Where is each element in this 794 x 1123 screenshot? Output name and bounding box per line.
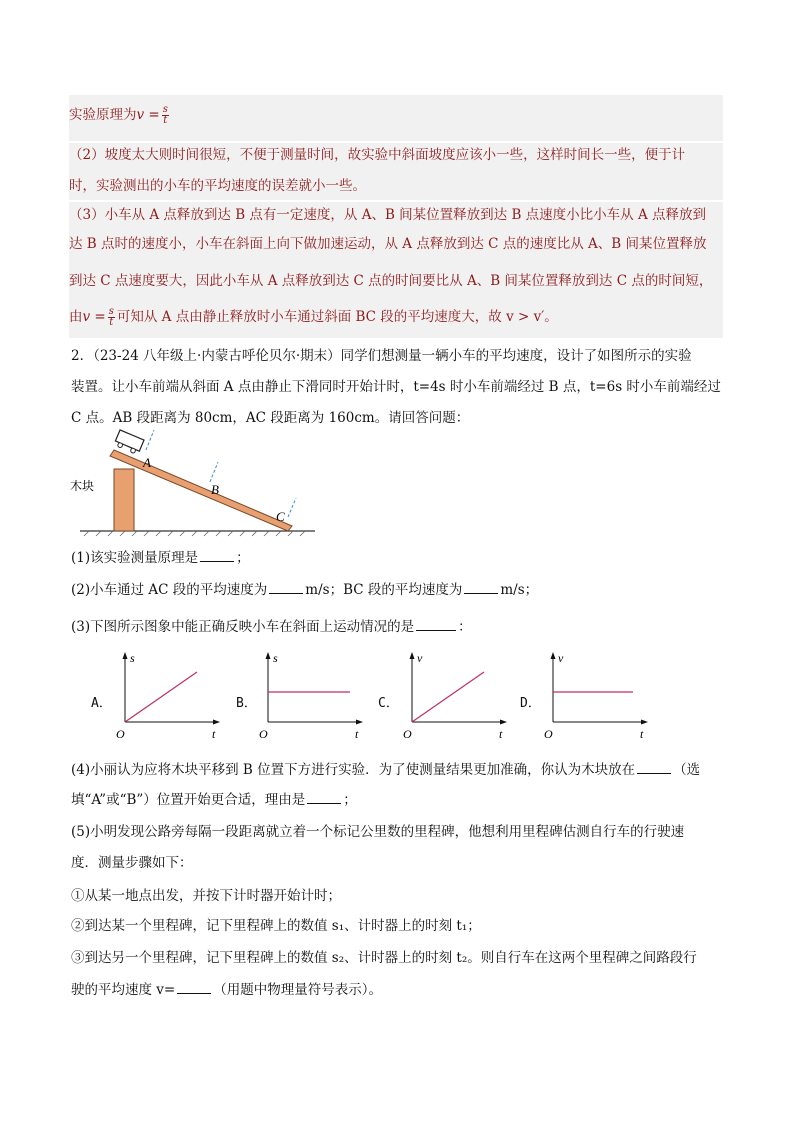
question-1-end: ；: [236, 550, 250, 566]
fraction-denominator: t: [109, 317, 114, 328]
answer-blank[interactable]: [307, 803, 341, 804]
answer-line-3: 时，实验测出的小车的平均速度的误差就小一些。: [69, 178, 366, 194]
step-1: ①从某一地点出发，并按下计时器开始计时；: [71, 888, 341, 904]
question-2: [71, 582, 538, 598]
question-4-line-1: [71, 762, 700, 778]
question-2-text-mid: m/s；BC 段的平均速度为: [305, 582, 463, 598]
x-axis-label: t: [499, 727, 503, 741]
formula-lhs: v =: [82, 309, 106, 325]
question-3-text: (3)下图所示图象中能正确反映小车在斜面上运动情况的是: [71, 619, 415, 635]
x-axis-label: t: [640, 727, 644, 741]
question-intro-1: 2．（23-24 八年级上·内蒙古呼伦贝尔·期末）同学们想测量一辆小车的平均速度，设计了如图所示的实验: [71, 348, 692, 364]
label-a: A: [143, 455, 151, 470]
answer-line7-prefix: 由: [69, 309, 83, 325]
option-c-label[interactable]: C．: [378, 696, 399, 711]
question-4-line-2: [71, 792, 357, 808]
option-d-label[interactable]: D．: [520, 696, 541, 711]
marker-b: [210, 462, 218, 482]
origin-label: O: [116, 727, 125, 741]
wooden-block: [114, 469, 134, 531]
question-5-line-2: 度．测量步骤如下：: [71, 855, 193, 871]
block-label: 木块: [70, 479, 95, 493]
answer-line-6: 到达 C 点速度要大，因此小车从 A 点释放到达 C 点的时间要比从 A、B 间某位置释放到达 C 点的时间短，: [69, 273, 713, 289]
question-1: [71, 550, 250, 566]
y-axis-label: s: [273, 651, 278, 665]
y-axis-label: v: [417, 651, 423, 665]
formula-fraction: [108, 307, 115, 328]
answer-blank[interactable]: [200, 561, 234, 562]
marker-c: [288, 498, 296, 517]
origin-label: O: [259, 727, 268, 741]
graph-option-c[interactable]: [399, 650, 509, 742]
answer-blank[interactable]: [637, 773, 671, 774]
answer-blank[interactable]: [464, 593, 498, 594]
question-4-text-mid: （选: [673, 762, 701, 778]
incline-experiment-figure: [70, 432, 320, 537]
answer-separator: [69, 200, 723, 202]
question-1-text: (1)该实验测量原理是: [71, 550, 199, 566]
origin-label: O: [403, 727, 412, 741]
question-5-line-1: (5)小明发现公路旁每隔一段距离就立着一个标记公里数的里程碑，他想利用里程碑估测自行车的行驶速: [71, 824, 685, 840]
answer-blank[interactable]: [416, 630, 456, 631]
graph-option-b[interactable]: [255, 650, 365, 742]
marker-a: [146, 430, 154, 450]
formula-fraction: [162, 105, 169, 126]
question-3: [71, 619, 472, 635]
answer-line-2: （2）坡度太大则时间很短，不便于测量时间，故实验中斜面坡度应该小一些，这样时间长一些，便于计: [69, 147, 686, 163]
question-4-text: (4)小丽认为应将木块平移到 B 位置下方进行实验．为了使测量结果更加准确，你认为木块放在: [71, 762, 636, 778]
label-c: C: [276, 509, 285, 524]
formula-lhs: v =: [136, 107, 160, 123]
answer-line-4: （3）小车从 A 点释放到达 B 点有一定速度，从 A、B 间某位置释放到达 B 点速度小比小车从 A 点释放到: [69, 207, 707, 223]
x-axis-label: t: [212, 727, 216, 741]
graph-option-a[interactable]: [112, 650, 222, 742]
answer-line7-suffix: 可知从 A 点由静止释放时小车通过斜面 BC 段的平均速度大，故 v > v′。: [116, 309, 558, 325]
answer-analysis-box: [69, 95, 723, 338]
question-4-text-2: 填“A”或“B”）位置开始更合适，理由是: [71, 792, 306, 808]
graph-a-line: [125, 672, 197, 722]
step-4: [71, 982, 382, 998]
question-3-end: ：: [458, 619, 472, 635]
answer-principle-text: 实验原理为: [69, 107, 137, 123]
question-4-end: ；: [343, 792, 357, 808]
origin-label: O: [544, 727, 553, 741]
fraction-denominator: t: [163, 115, 168, 126]
label-b: B: [211, 482, 219, 497]
question-2-text: (2)小车通过 AC 段的平均速度为: [71, 582, 268, 598]
question-intro-2: 装置。让小车前端从斜面 A 点由静止下滑同时开始计时，t=4s 时小车前端经过 B 点，t=6s 时小车前端经过: [71, 379, 721, 395]
fraction-numerator: s: [108, 306, 114, 317]
question-2-end: m/s；: [500, 582, 539, 598]
step-4-end: （用题中物理量符号表示）。: [213, 982, 382, 998]
answer-line-5: 达 B 点时的速度小，小车在斜面上向下做加速运动，从 A 点释放到达 C 点的速度比从 A、B 间某位置释放: [69, 236, 707, 252]
y-axis-label: v: [558, 651, 564, 665]
incline-plank: [110, 450, 292, 531]
option-a-label[interactable]: A．: [91, 696, 112, 711]
x-axis-label: t: [355, 727, 359, 741]
ground-hatching: [84, 531, 305, 536]
graph-option-d[interactable]: [540, 650, 650, 742]
y-axis-label: s: [130, 651, 135, 665]
answer-line-7: [69, 307, 558, 328]
answer-blank[interactable]: [177, 993, 211, 994]
step-3: ③到达另一个里程碑，记下里程碑上的数值 s₂、计时器上的时刻 t₂。则自行车在这两个里程碑之间路段行: [71, 950, 697, 966]
answer-separator: [69, 141, 723, 143]
option-b-label[interactable]: B．: [236, 696, 257, 711]
answer-blank[interactable]: [269, 593, 303, 594]
question-intro-3: C 点。AB 段距离为 80cm，AC 段距离为 160cm。请回答问题：: [71, 410, 470, 426]
step-2: ②到达某一个里程碑，记下里程碑上的数值 s₁、计时器上的时刻 t₁；: [71, 918, 481, 934]
answer-line-principle: [69, 105, 171, 126]
graph-c-line: [412, 672, 484, 722]
step-4-text: 驶的平均速度 v=: [71, 982, 176, 998]
fraction-numerator: s: [162, 104, 168, 115]
